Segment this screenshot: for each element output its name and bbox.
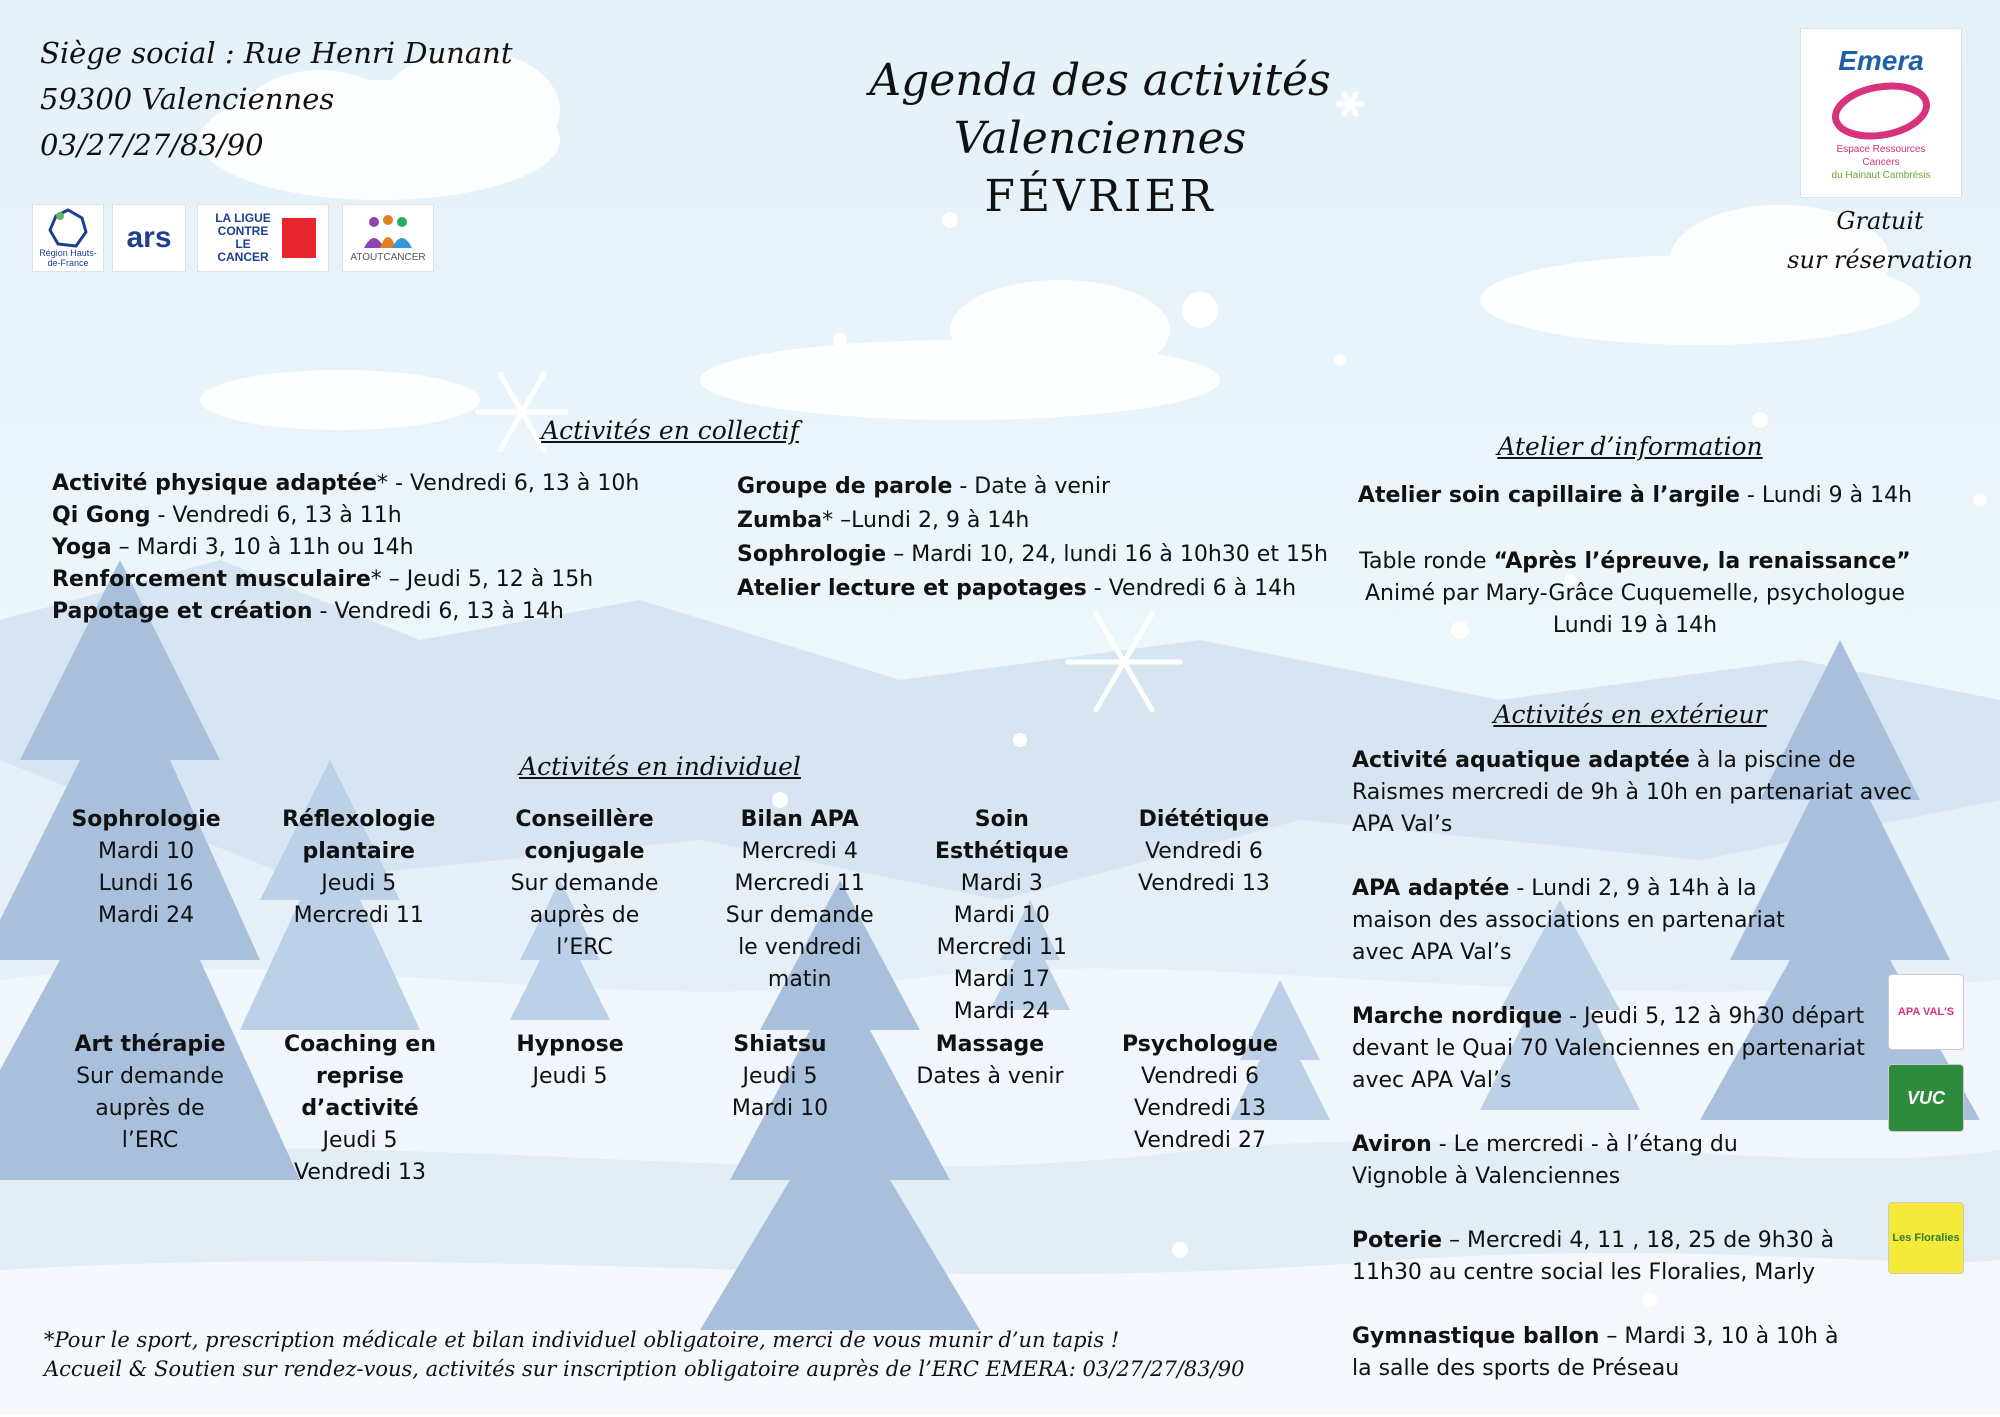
atoutcancer-logo-text: ATOUTCANCER <box>350 251 426 263</box>
individuel-card <box>470 1029 670 1189</box>
individuel-card <box>252 804 465 1028</box>
individuel-title: Activités en individuel <box>519 752 801 781</box>
activity-detail: - Vendredi 6, 13 à 14h <box>312 599 564 624</box>
activity-detail: * – Jeudi 5, 12 à 15h <box>370 567 594 592</box>
address-line-2: 59300 Valenciennes <box>40 82 335 116</box>
collectif-list-right <box>737 470 1397 606</box>
activity-detail: – Mardi 10, 24, lundi 16 à 10h30 et 15h <box>886 542 1328 567</box>
individuel-name: Hypnose <box>516 1032 624 1057</box>
information-title: Atelier d’information <box>1497 432 1763 461</box>
individuel-line: Vendredi 6 <box>1144 839 1263 864</box>
address-line-1: Siège social : Rue Henri Dunant <box>40 36 513 70</box>
exterieur-item <box>1352 873 1912 969</box>
individuel-line: Sur demande auprès de l’ERC <box>76 1064 224 1153</box>
individuel-line: Lundi 16 <box>98 871 194 896</box>
exterieur-name: Activité aquatique adaptée <box>1352 748 1690 773</box>
activity-detail: * –Lundi 2, 9 à 14h <box>822 508 1030 533</box>
table-ronde-date: Lundi 19 à 14h <box>1552 613 1718 638</box>
individuel-line: Sur demande auprès de l’ERC <box>510 871 659 960</box>
individuel-name: Coaching en reprise d’activité <box>283 1032 436 1121</box>
individuel-name: Shiatsu <box>733 1032 827 1057</box>
exterieur-detail: à la piscine de Raismes mercredi de 9h à 10h en partenariat avec APA Val’s <box>1352 748 1912 837</box>
individuel-line: Mardi 24 <box>953 999 1050 1024</box>
title-line-1: Agenda des activités <box>869 55 1331 106</box>
individuel-line: Mardi 17 <box>953 967 1050 992</box>
ars-logo-text: ars <box>126 221 172 254</box>
exterieur-list <box>1352 745 1912 1417</box>
activity-detail: - Vendredi 6, 13 à 11h <box>150 503 402 528</box>
individuel-name: Massage <box>935 1032 1045 1057</box>
individuel-card <box>50 804 242 1028</box>
individuel-line: Mardi 10 <box>731 1096 829 1121</box>
activity-detail: * - Vendredi 6, 13 à 10h <box>377 471 640 496</box>
emera-sub-3: du Hainaut Cambrésis <box>1831 169 1931 181</box>
collectif-item <box>52 564 732 596</box>
individuel-row-2 <box>50 1029 1300 1189</box>
individuel-card <box>1100 1029 1300 1189</box>
vuc-logo-text: VUC <box>1906 1087 1945 1108</box>
individuel-card <box>704 804 896 1028</box>
vuc-logo <box>1888 1064 1964 1132</box>
gratuit-line-2: sur réservation <box>1787 246 1973 274</box>
exterieur-detail: - Le mercredi - à l’étang du Vignoble à Valenciennes <box>1352 1132 1738 1189</box>
footer-notes <box>44 1326 1244 1384</box>
exterieur-item <box>1352 1129 1912 1193</box>
exterieur-detail: – Mercredi 4, 11 , 18, 25 de 9h30 à 11h30 au centre social les Floralies, Marly <box>1352 1228 1835 1285</box>
individuel-card <box>890 1029 1090 1189</box>
individuel-name: Réflexologie plantaire <box>282 807 436 864</box>
phone-number: 03/27/27/83/90 <box>40 128 264 162</box>
collectif-item <box>737 470 1397 504</box>
individuel-line: Mercredi 11 <box>293 903 424 928</box>
individuel-line: Mercredi 11 <box>936 935 1067 960</box>
exterieur-detail: – Mardi 3, 10 à 10h à la salle des sports de Préseau <box>1352 1324 1839 1381</box>
individuel-name: Diététique <box>1138 807 1270 832</box>
title-month: FÉVRIER <box>984 171 1216 222</box>
atoutcancer-figures-icon <box>358 214 418 252</box>
individuel-name: Sophrologie <box>71 807 221 832</box>
individuel-line: Mercredi 11 <box>734 871 865 896</box>
activity-name: Papotage et création <box>52 599 313 624</box>
footer-note-1: *Pour le sport, prescription médicale et bilan individuel obligatoire, merci de vous munir d’un tapis ! <box>44 1328 1120 1352</box>
table-ronde-prefix: Table ronde <box>1359 549 1494 574</box>
individuel-line: Vendredi 13 <box>1134 1096 1266 1121</box>
activity-name: Activité physique adaptée <box>52 471 378 496</box>
apa-vals-logo <box>1888 974 1964 1050</box>
exterieur-title: Activités en extérieur <box>1493 700 1767 729</box>
individuel-line: Jeudi 5 <box>742 1064 818 1089</box>
gratuit-line-1: Gratuit <box>1836 207 1924 235</box>
individuel-line: Jeudi 5 <box>321 871 397 896</box>
france-map-icon <box>46 208 90 248</box>
exterieur-item <box>1352 1321 1912 1385</box>
ligue-logo-text: LA LIGUE CONTRE LE CANCER <box>215 211 271 264</box>
individuel-name: Soin Esthétique <box>935 807 1069 864</box>
exterieur-item <box>1352 745 1912 841</box>
gratuit-note <box>1760 202 2000 280</box>
ligue-mark-icon <box>282 218 316 258</box>
individuel-line: Jeudi 5 <box>532 1064 608 1089</box>
individuel-card <box>1108 804 1300 1028</box>
individuel-line: Vendredi 13 <box>294 1160 426 1185</box>
collectif-item <box>52 532 732 564</box>
individuel-line: Dates à venir <box>916 1064 1064 1089</box>
title-line-2: Valenciennes <box>953 113 1247 164</box>
individuel-name: Bilan APA <box>740 807 859 832</box>
hdf-logo-text: Région Hauts-de-France <box>39 248 97 268</box>
atelier-name: Atelier soin capillaire à l’argile <box>1357 483 1740 508</box>
table-ronde-name: “Après l’épreuve, la renaissance” <box>1493 549 1911 574</box>
activity-detail: – Mardi 3, 10 à 11h ou 14h <box>111 535 414 560</box>
footer-note-2: Accueil & Soutien sur rendez-vous, activités sur inscription obligatoire auprès de l’ERC EMERA: 03/27/27/83/90 <box>44 1357 1245 1381</box>
individuel-line: Sur demande le vendredi matin <box>725 903 874 992</box>
ars-logo <box>112 204 186 272</box>
emera-logo <box>1800 28 1962 198</box>
individuel-name: Psychologue <box>1122 1032 1278 1057</box>
hauts-de-france-logo <box>32 204 104 272</box>
individuel-name: Art thérapie <box>74 1032 226 1057</box>
activity-name: Sophrologie <box>737 542 887 567</box>
activity-name: Qi Gong <box>52 503 151 528</box>
exterieur-name: Gymnastique ballon <box>1352 1324 1600 1349</box>
individuel-card <box>906 804 1098 1028</box>
exterieur-name: Aviron <box>1352 1132 1432 1157</box>
atoutcancer-logo <box>342 204 434 272</box>
exterieur-name: APA adaptée <box>1352 876 1510 901</box>
individuel-line: Vendredi 6 <box>1141 1064 1259 1089</box>
activity-name: Groupe de parole <box>737 474 953 499</box>
table-ronde-animator: Animé par Mary-Grâce Cuquemelle, psychologue <box>1364 581 1906 606</box>
collectif-item <box>52 468 732 500</box>
exterieur-name: Poterie <box>1352 1228 1442 1253</box>
emera-logo-name: Emera <box>1838 44 1924 76</box>
information-block <box>1340 480 1930 642</box>
apa-vals-logo-text: APA VAL'S <box>1897 1006 1955 1018</box>
activity-detail: - Vendredi 6 à 14h <box>1086 576 1297 601</box>
activity-name: Renforcement musculaire <box>52 567 371 592</box>
floralies-logo-text: Les Floralies <box>1892 1232 1960 1244</box>
individuel-line: Mardi 10 <box>97 839 195 864</box>
emera-ring-icon <box>1826 77 1936 143</box>
individuel-card <box>260 1029 460 1189</box>
individuel-card <box>680 1029 880 1189</box>
collectif-list-left <box>52 468 732 628</box>
floralies-logo <box>1888 1202 1964 1274</box>
individuel-line: Vendredi 27 <box>1134 1128 1266 1153</box>
individuel-card <box>50 1029 250 1189</box>
activity-name: Zumba <box>737 508 823 533</box>
exterieur-item <box>1352 1225 1912 1289</box>
emera-sub-2: Cancers <box>1862 156 1900 168</box>
individuel-line: Mardi 10 <box>953 903 1050 928</box>
exterieur-detail: - Jeudi 5, 12 à 9h30 départ devant le Quai 70 Valenciennes en partenariat avec APA Val’s <box>1352 1004 1865 1093</box>
exterieur-detail: - Lundi 2, 9 à 14h à la maison des associations en partenariat avec APA Val’s <box>1352 876 1785 965</box>
ligue-contre-le-cancer-logo <box>197 204 329 272</box>
individuel-line: Jeudi 5 <box>322 1128 398 1153</box>
collectif-item <box>737 572 1397 606</box>
exterieur-name: Marche nordique <box>1352 1004 1563 1029</box>
emera-sub-1: Espace Ressources <box>1836 143 1926 155</box>
collectif-item <box>52 596 732 628</box>
individuel-line: Mardi 24 <box>97 903 195 928</box>
individuel-line: Mardi 3 <box>960 871 1043 896</box>
atelier-detail: - Lundi 9 à 14h <box>1739 483 1913 508</box>
collectif-item <box>737 504 1397 538</box>
individuel-line: Vendredi 13 <box>1137 871 1270 896</box>
exterieur-item <box>1352 1001 1912 1097</box>
table-ronde <box>1340 546 1930 578</box>
individuel-name: Conseillère conjugale <box>515 807 654 864</box>
activity-detail: - Date à venir <box>952 474 1110 499</box>
collectif-title: Activités en collectif <box>541 416 799 445</box>
collectif-item <box>52 500 732 532</box>
individuel-card <box>475 804 693 1028</box>
page-title <box>600 52 1600 226</box>
address-block <box>40 30 512 168</box>
collectif-item <box>737 538 1397 572</box>
atelier-capillaire <box>1340 480 1930 512</box>
activity-name: Yoga <box>52 535 112 560</box>
individuel-row-1 <box>50 804 1300 1028</box>
activity-name: Atelier lecture et papotages <box>737 576 1087 601</box>
individuel-line: Mercredi 4 <box>741 839 858 864</box>
